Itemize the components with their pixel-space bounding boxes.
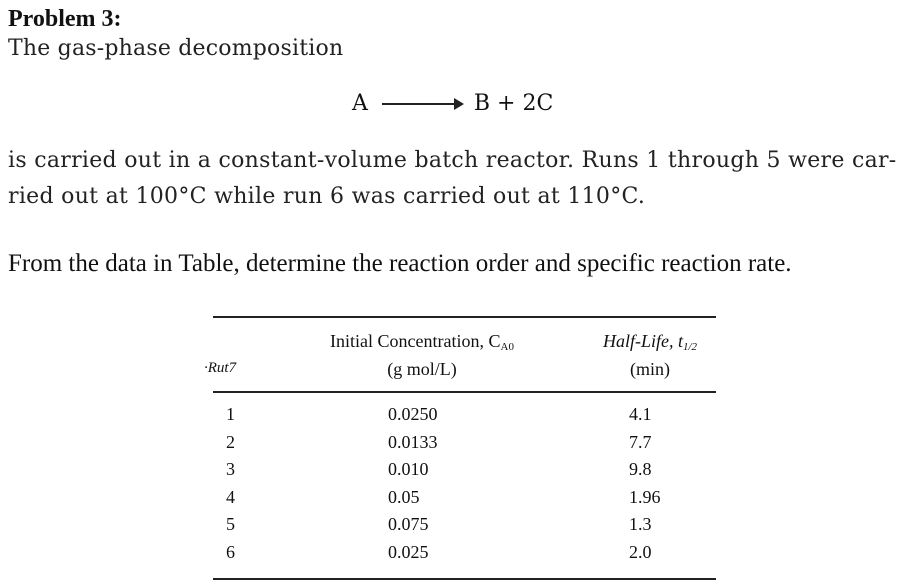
table-cell-conc: 0.0133: [388, 432, 438, 452]
table-cell-run: 6: [226, 542, 235, 562]
table-cell-half: 1.96: [629, 487, 661, 507]
reaction-equation: [352, 91, 553, 116]
table-cell-half: 4.1: [629, 404, 652, 424]
table-cell-half: 1.3: [629, 514, 652, 534]
reaction-arrow-icon: [382, 103, 462, 105]
table-cell-conc: 0.025: [388, 542, 429, 562]
table-cell-conc: 0.05: [388, 487, 420, 507]
table-bottom-rule: [213, 578, 716, 580]
problem-text-line-1: is carried out in a constant-volume batch reactor. Runs 1 through 5 were car-: [8, 148, 897, 173]
problem-task: From the data in Table, determine the reaction order and specific reaction rate.: [8, 250, 792, 277]
table-cell-run: 3: [226, 459, 235, 479]
header-run: ·Rut7: [204, 360, 237, 376]
problem-intro: The gas-phase decomposition: [8, 36, 344, 61]
products: B + 2C: [473, 91, 554, 116]
table-header-rule: [213, 391, 716, 393]
header-half-life: Half-Life, $t_{1/2}$ (min): [602, 331, 698, 379]
reactant: A: [352, 91, 368, 116]
table-cell-run: 5: [226, 514, 235, 534]
table-cell-half: 2.0: [629, 542, 652, 562]
table-cell-half: 9.8: [629, 459, 652, 479]
problem-title: Problem 3:: [8, 6, 122, 32]
table-cell-conc: 0.075: [388, 514, 429, 534]
table-cell-run: 1: [226, 404, 235, 424]
table-cell-conc: 0.0250: [388, 404, 438, 424]
table-cell-half: 7.7: [629, 432, 652, 452]
problem-text-line-2: ried out at 100°C while run 6 was carried out at 110°C.: [8, 184, 646, 209]
table-top-rule: [213, 316, 716, 318]
table-cell-run: 4: [226, 487, 235, 507]
table-cell-conc: 0.010: [388, 459, 429, 479]
table-cell-run: 2: [226, 432, 235, 452]
header-concentration: Initial Concentration, $C_{A0}$ (g mol/L): [330, 331, 514, 379]
